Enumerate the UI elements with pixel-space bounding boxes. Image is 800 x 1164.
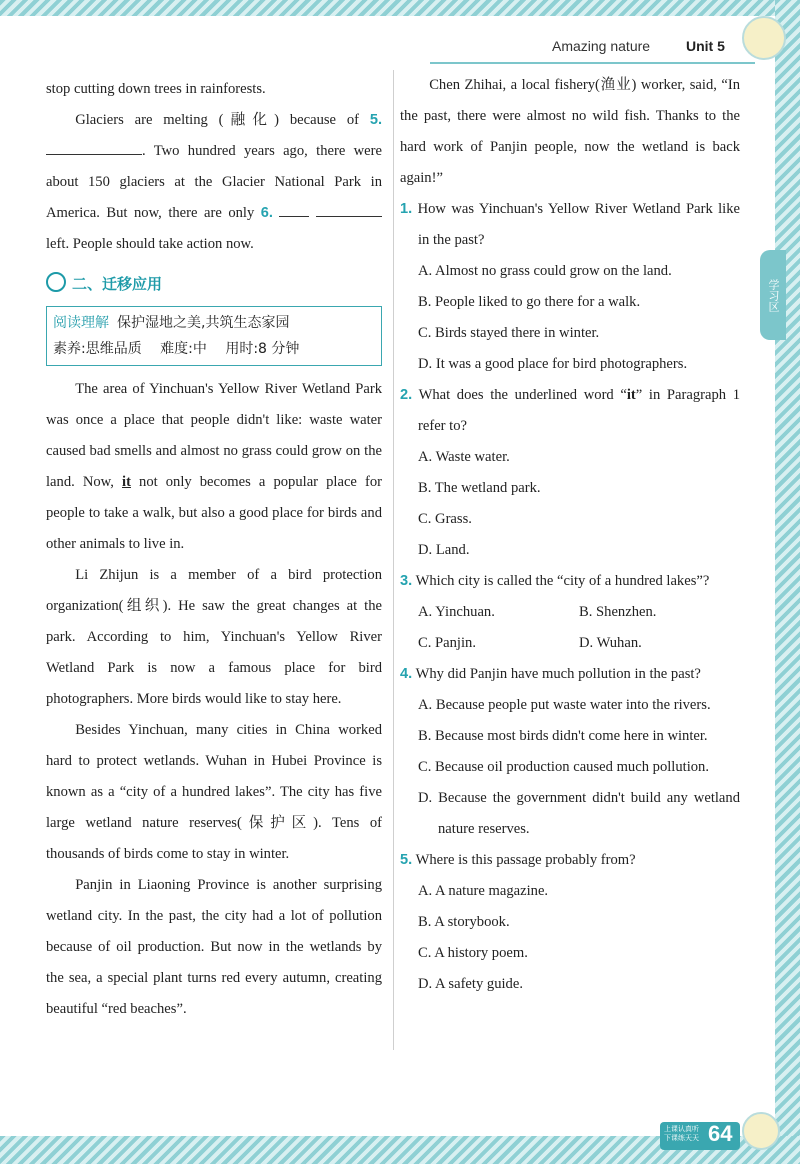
option-row [400, 597, 740, 628]
glacier-text-a: Glaciers are melting (融化) because of [75, 112, 360, 128]
info-title: 保护湿地之美,共筑生态家园 [117, 315, 290, 331]
option[interactable]: C. Because oil production caused much pollution. [418, 759, 710, 775]
paragraph-3: Besides Yinchuan, many cities in China worked hard to protect wetlands. Wuhan in Hubei Province is known as a “city of a hundred lakes”. The city has five large wetland nature reserves(保护区). Tens of thousands of birds come to stay in winter. [46, 722, 382, 862]
option[interactable]: A. Almost no grass could grow on the land. [418, 263, 672, 279]
header-rule [430, 62, 755, 64]
glacier-paragraph [46, 105, 382, 260]
question-it: it [626, 387, 636, 403]
column-divider [393, 70, 394, 1050]
paragraph-1 [46, 374, 382, 560]
option[interactable]: D. It was a good place for bird photographers. [418, 356, 688, 372]
question-number: 1. [400, 201, 413, 217]
glacier-text-c: left. People should take action now. [46, 236, 254, 252]
paragraph-5: Chen Zhihai, a local fishery(渔业) worker, said, “In the past, there were almost no wild fish. Thanks to the hard work of Panjin people, now the wetland is back again!” [400, 77, 740, 186]
option[interactable]: B. Shenzhen. [579, 604, 657, 620]
blank-6a[interactable] [279, 198, 309, 217]
option[interactable]: C. Grass. [418, 511, 472, 527]
p1-text-a: The area of Yinchuan's Yellow River Wetland Park was once a place that people didn't like: waste water caused bad smells and almost no grass could grow on the land. Now, [46, 381, 382, 490]
option[interactable]: B. Because most birds didn't come here in winter. [418, 728, 708, 744]
option[interactable]: B. People liked to go there for a walk. [418, 294, 641, 310]
question-text: How was Yinchuan's Yellow River Wetland Park like in the past? [417, 201, 740, 248]
option[interactable]: D. A safety guide. [418, 976, 523, 992]
option[interactable]: B. The wetland park. [418, 480, 541, 496]
section-title [46, 268, 382, 300]
top-border [0, 0, 800, 16]
p1-text-b: not only becomes a popular place for people to take a walk, but also a good place for birds and other animals to live in. [46, 474, 382, 552]
footer-slogan: 上课认真听 下课练天天 [664, 1125, 699, 1142]
blank-6b[interactable] [316, 198, 382, 217]
mascot-icon [742, 1112, 780, 1150]
blank-number-5: 5. [369, 112, 382, 128]
option-row [400, 628, 740, 659]
option[interactable]: C. Birds stayed there in winter. [418, 325, 600, 341]
info-meta: 素养:思维品质 难度:中 用时:8 分钟 [53, 341, 300, 357]
page-number: 64 [708, 1121, 733, 1146]
question-text: Where is this passage probably from? [415, 852, 636, 868]
question-number: 5. [400, 852, 413, 868]
mascot-icon [742, 16, 786, 60]
paragraph-2: Li Zhijun is a member of a bird protection organization(组织). He saw the great changes at the park. According to him, Yinchuan's Yellow River Wetland Park is now a famous place for bird photographers. More birds would like to stay here. [46, 567, 382, 707]
question-5 [400, 845, 740, 876]
question-4 [400, 659, 740, 690]
paragraph-4: Panjin in Liaoning Province is another surprising wetland city. In the past, the city had a lot of pollution because of oil production. But now in the wetlands by the sea, a special plant turns red every autumn, creating beautiful “red beaches”. [46, 877, 382, 1017]
glacier-text-b: . Two hundred years ago, there were about 150 glaciers at the Glacier National Park in America. But now, there are only [46, 143, 382, 221]
info-tag: 阅读理解 [53, 315, 109, 331]
flower-icon [46, 272, 66, 292]
option[interactable]: C. Panjin. [418, 635, 476, 651]
side-tab: 学习区 [760, 250, 786, 340]
right-column [400, 70, 740, 1000]
question-number: 4. [400, 666, 413, 682]
option[interactable]: B. A storybook. [418, 914, 510, 930]
left-column [46, 74, 382, 1025]
option[interactable]: A. Yinchuan. [418, 604, 495, 620]
option[interactable]: A. A nature magazine. [418, 883, 549, 899]
question-text: Why did Panjin have much pollution in the past? [415, 666, 701, 682]
option[interactable]: C. A history poem. [418, 945, 528, 961]
header-title: Amazing nature [552, 38, 651, 54]
question-number: 2. [400, 387, 413, 403]
question-3 [400, 566, 740, 597]
section-title-text: 二、迁移应用 [72, 275, 163, 293]
question-1 [400, 194, 740, 256]
question-number: 3. [400, 573, 413, 589]
option[interactable]: D. Wuhan. [579, 635, 642, 651]
blank-5[interactable] [46, 136, 142, 155]
option[interactable]: D. Land. [418, 542, 470, 558]
blank-number-6: 6. [260, 205, 273, 221]
question-text-b: ” in Paragraph 1 refer to? [418, 387, 741, 434]
question-2 [400, 380, 740, 442]
question-text-a: What does the underlined word “ [418, 387, 627, 403]
right-border [775, 0, 800, 1164]
info-box [46, 306, 382, 366]
question-text: Which city is called the “city of a hundred lakes”? [415, 573, 710, 589]
option[interactable]: D. Because the government didn't build any wetland nature reserves. [418, 790, 740, 837]
option[interactable]: A. Waste water. [418, 449, 510, 465]
underlined-it: it [122, 474, 131, 490]
header-unit: Unit 5 [686, 38, 725, 54]
option[interactable]: A. Because people put waste water into the rivers. [418, 697, 711, 713]
continued-line: stop cutting down trees in rainforests. [46, 81, 266, 97]
